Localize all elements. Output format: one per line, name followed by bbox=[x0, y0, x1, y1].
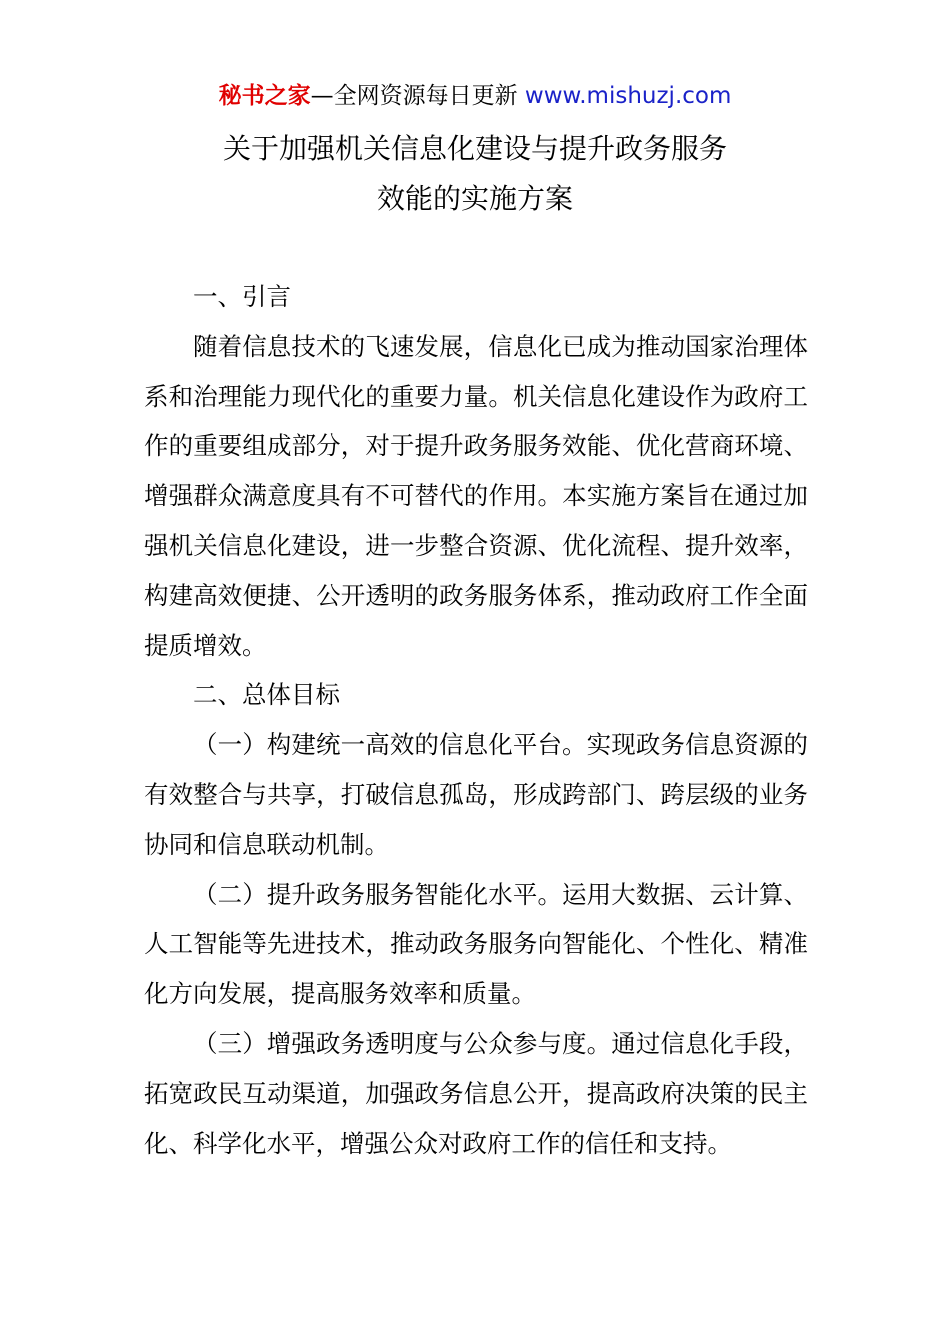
paragraph-goal-2: （二）提升政务服务智能化水平。运用大数据、云计算、人工智能等先进技术，推动政务服务向智能化、个性化、精准化方向发展，提高服务效率和质量。 bbox=[144, 879, 808, 1009]
site-slogan: —全网资源每日更新 bbox=[310, 83, 525, 109]
site-url-link[interactable]: www.mishuzj.com bbox=[524, 83, 732, 109]
document-title-line-2: 效能的实施方案 bbox=[376, 182, 573, 215]
paragraph-goal-1: （一）构建统一高效的信息化平台。实现政务信息资源的有效整合与共享，打破信息孤岛，形成跨部门、跨层级的业务协同和信息联动机制。 bbox=[144, 730, 808, 859]
paragraph-introduction: 随着信息技术的飞速发展，信息化已成为推动国家治理体系和治理能力现代化的重要力量。机关信息化建设作为政府工作的重要组成部分，对于提升政务服务效能、优化营商环境、增强群众满意度具有不可替代的作用。本实施方案旨在通过加强机关信息化建设，进一步整合资源、优化流程、提升效率，构建高效便捷、公开透明的政务服务体系，推动政府工作全面提质增效。 bbox=[144, 331, 808, 660]
document-title-line-1: 关于加强机关信息化建设与提升政务服务 bbox=[222, 132, 727, 165]
document-title bbox=[0, 124, 950, 224]
paragraph-goal-3: （三）增强政务透明度与公众参与度。通过信息化手段，拓宽政民互动渠道，加强政务信息公开，提高政府决策的民主化、科学化水平，增强公众对政府工作的信任和支持。 bbox=[144, 1028, 808, 1158]
site-header bbox=[0, 80, 950, 112]
document-body bbox=[144, 272, 808, 1168]
site-brand: 秘书之家 bbox=[218, 83, 311, 109]
section-heading-overall-goals: 二、总体目标 bbox=[193, 680, 340, 710]
section-heading-introduction: 一、引言 bbox=[193, 282, 291, 311]
